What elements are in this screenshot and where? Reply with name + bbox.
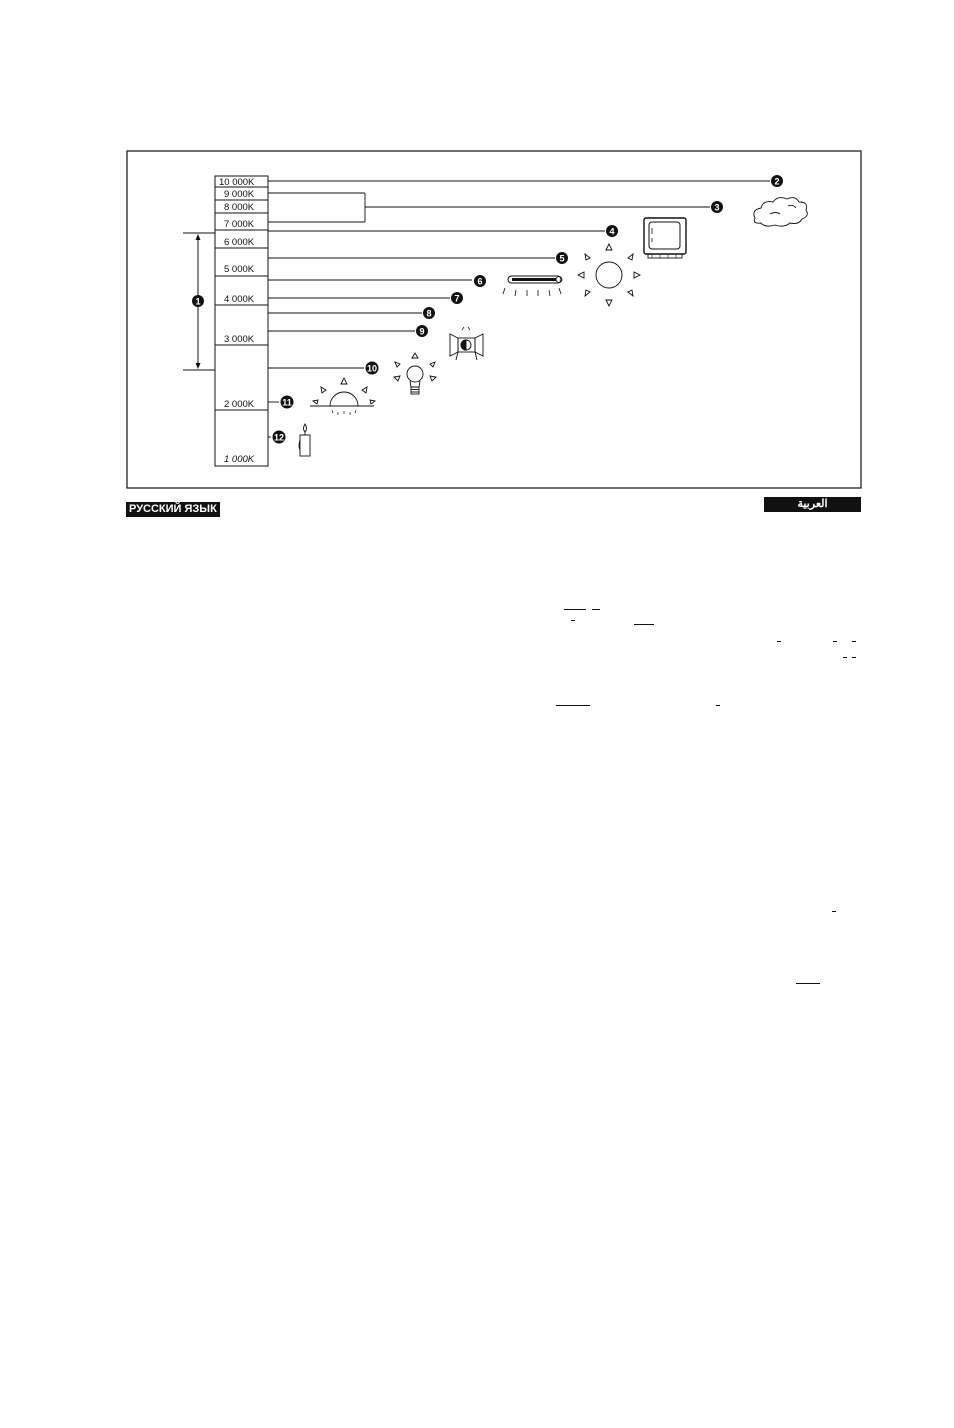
svg-text:9: 9: [419, 326, 425, 337]
callout-8: [423, 307, 435, 319]
fluorescent-lamp-icon: [503, 276, 562, 296]
light-bulb-icon: [394, 353, 436, 394]
svg-text:3: 3: [714, 202, 720, 213]
callout-4: [606, 225, 618, 237]
scale-label-1000k: 1 000K: [224, 454, 255, 465]
callout-2: [771, 175, 783, 187]
svg-text:6: 6: [477, 276, 483, 287]
svg-text:1: 1: [195, 296, 201, 307]
sunrise-icon: [310, 378, 375, 415]
callout-9: [416, 325, 428, 337]
language-tab-arabic: العربية: [764, 497, 861, 512]
callout-5: [556, 252, 568, 264]
svg-text:7: 7: [454, 293, 460, 304]
svg-text:11: 11: [282, 397, 292, 408]
svg-text:5: 5: [559, 253, 565, 264]
scale-label-6000k: 6 000K: [224, 237, 255, 248]
sun-icon: [578, 244, 640, 306]
callout-7: [451, 292, 463, 304]
callout-10: [366, 362, 379, 375]
monitor-icon: [644, 218, 686, 258]
scale-labels: [219, 177, 255, 465]
svg-text:12: 12: [273, 432, 285, 443]
callout-6: [474, 275, 486, 287]
candle-icon: [299, 424, 310, 456]
leader-lines: [268, 181, 770, 437]
svg-text:4: 4: [609, 226, 615, 237]
scale-label-7000k: 7 000K: [224, 219, 255, 230]
callout-11: [281, 396, 294, 409]
callout-3: [711, 201, 723, 213]
scale-label-9000k: 9 000K: [224, 189, 255, 200]
callout-12: [273, 431, 286, 444]
scale-label-2000k: 2 000K: [224, 399, 255, 410]
scale-label-5000k: 5 000K: [224, 264, 255, 275]
callout-1: [192, 295, 204, 307]
scale-label-8000k: 8 000K: [224, 202, 255, 213]
svg-text:8: 8: [426, 308, 432, 319]
scale-label-4000k: 4 000K: [224, 294, 255, 305]
language-tab-russian: РУССКИЙ ЯЗЫК: [126, 502, 220, 517]
scale-label-3000k: 3 000K: [224, 334, 255, 345]
svg-text:2: 2: [774, 176, 780, 187]
scale-label-10000k: 10 000K: [219, 177, 255, 188]
cloud-icon: [754, 198, 807, 227]
floodlight-icon: [450, 327, 483, 360]
svg-text:10: 10: [366, 363, 378, 374]
